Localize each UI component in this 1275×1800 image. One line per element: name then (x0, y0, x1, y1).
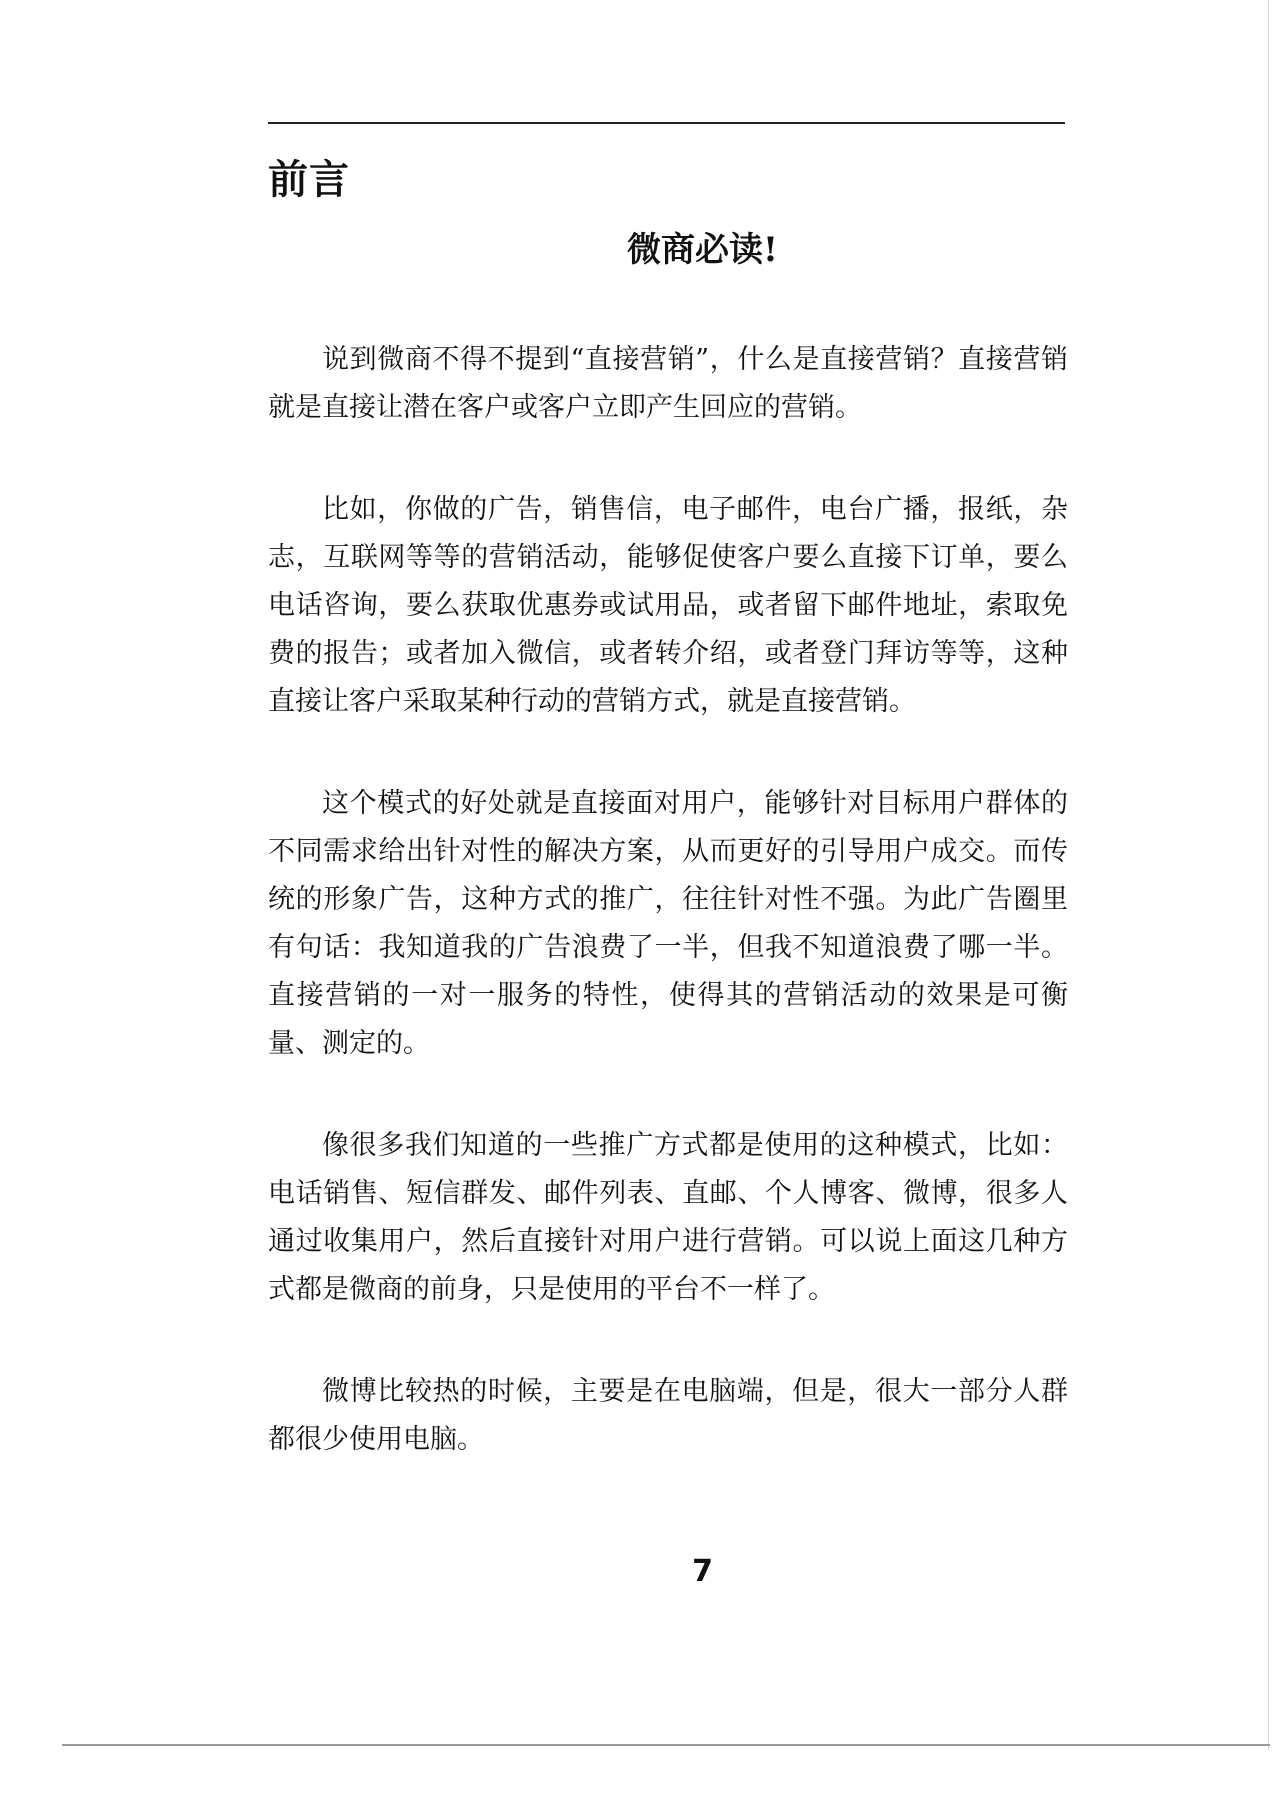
scan-edge-bottom (62, 1744, 1270, 1746)
paragraph: 像很多我们知道的一些推广方式都是使用的这种模式，比如：电话销售、短信群发、邮件列表、直邮、个人博客、微博，很多人通过收集用户，然后直接针对用户进行营销。可以说上面这几种方式都是微商的前身，只是使用的平台不一样了。 (268, 1130, 1068, 1305)
paragraph: 这个模式的好处就是直接面对用户，能够针对目标用户群体的不同需求给出针对性的解决方案，从而更好的引导用户成交。而传统的形象广告，这种方式的推广，往往针对性不强。为此广告圈里有句话：我知道我的广告浪费了一半，但我不知道浪费了哪一半。直接营销的一对一服务的特性，使得其的营销活动的效果是可衡量、测定的。 (268, 788, 1068, 1059)
paragraph: 比如，你做的广告，销售信，电子邮件，电台广播，报纸，杂志，互联网等等的营销活动，能够促使客户要么直接下订单，要么电话咨询，要么获取优惠券或试用品，或者留下邮件地址，索取免费的报告；或者加入微信，或者转介绍，或者登门拜访等等，这种直接让客户采取某种行动的营销方式，就是直接营销。 (268, 494, 1068, 717)
chapter-title: 前言 (268, 157, 350, 203)
body-text (268, 336, 1068, 1518)
header-rule (268, 122, 1065, 124)
page-number: 7 (692, 1554, 713, 1589)
section-subtitle: 微商必读! (627, 230, 778, 270)
paragraph: 微博比较热的时候，主要是在电脑端，但是，很大一部分人群都很少使用电脑。 (268, 1376, 1068, 1455)
paragraph: 说到微商不得不提到“直接营销”，什么是直接营销？直接营销就是直接让潜在客户或客户立即产生回应的营销。 (268, 344, 1068, 423)
